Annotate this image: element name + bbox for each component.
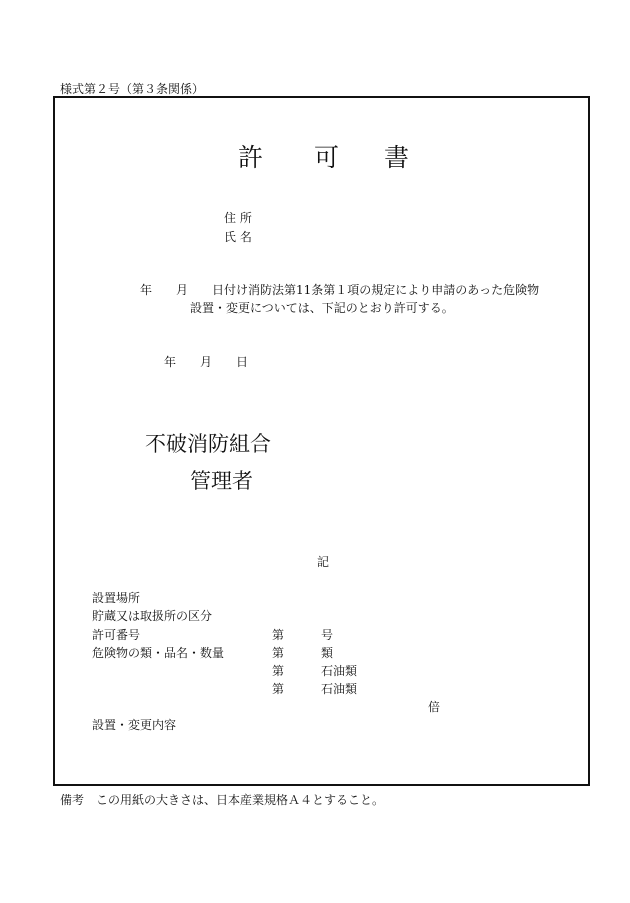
issuer-organization: 不破消防組合 <box>145 432 271 456</box>
permit-number-label: 許可番号 <box>92 628 141 642</box>
location-label: 設置場所 <box>92 591 141 605</box>
class-rui: 類 <box>321 646 334 660</box>
issue-date: 年 月 日 <box>164 355 249 369</box>
multiple-label: 倍 <box>428 700 441 714</box>
oil-2-label: 石油類 <box>321 682 358 696</box>
oil-1-label: 石油類 <box>321 664 358 678</box>
issuer-role: 管理者 <box>190 469 253 493</box>
hazmat-label: 危険物の類・品名・数量 <box>92 646 225 660</box>
body-text-line-2: 設置・変更については、下記のとおり許可する。 <box>190 301 454 315</box>
form-number: 様式第２号（第３条関係） <box>60 82 205 96</box>
oil-1-dai: 第 <box>272 664 285 678</box>
change-content-label: 設置・変更内容 <box>92 718 177 732</box>
title-char-1: 許 <box>238 143 264 172</box>
remarks-note: 備考 この用紙の大きさは、日本産業規格Ａ４とすること。 <box>60 793 385 807</box>
title-char-2: 可 <box>314 143 340 172</box>
name-label: 氏 名 <box>224 230 252 244</box>
class-dai: 第 <box>272 646 285 660</box>
permit-number-go: 号 <box>321 628 334 642</box>
permit-number-dai: 第 <box>272 628 285 642</box>
body-text-line-1: 年 月 日付け消防法第11条第１項の規定により申請のあった危険物 <box>140 283 540 297</box>
ki-heading: 記 <box>317 555 330 569</box>
facility-type-label: 貯蔵又は取扱所の区分 <box>92 609 213 623</box>
title-char-3: 書 <box>384 143 410 172</box>
oil-2-dai: 第 <box>272 682 285 696</box>
address-label: 住 所 <box>224 211 252 225</box>
